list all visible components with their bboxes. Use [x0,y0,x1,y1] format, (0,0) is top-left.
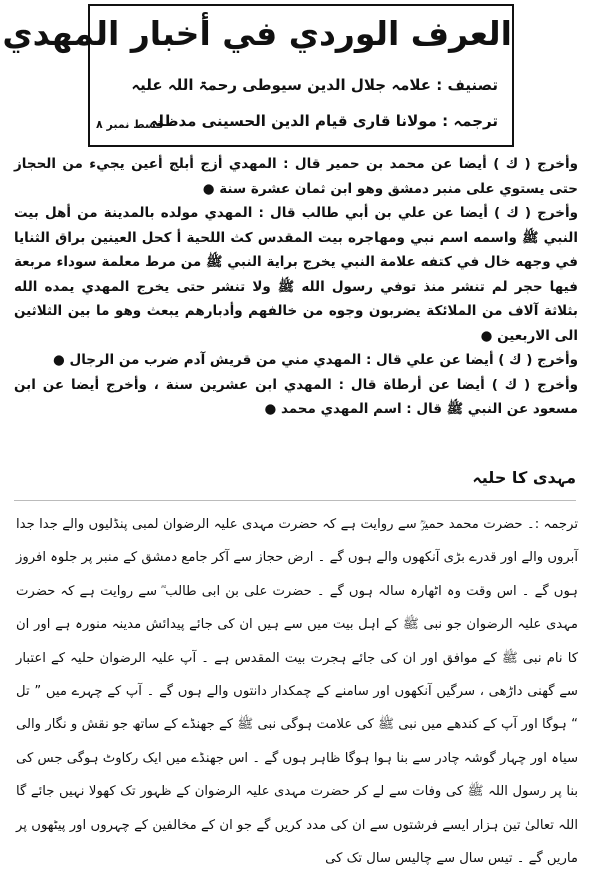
urdu-translation-block [16,508,578,875]
book-title: العرف الوردي في أخبار المهدي [2,14,512,53]
translator-line: ترجمہ : مولانا قاری قیام الدین الحسینی مدظلہ [149,112,498,130]
arabic-paragraph: وأخرج ( ك ) أيضا عن علي بن أبي طالب قال : المهدي مولده بالمدينة من أهل بيت النبي ﷺ واسمه اسم نبي ومهاجره بيت المقدس كث اللحية أ كحل العينين براق الثنايا في وجهه خال في كتفه علامة النبي يخرج براية النبي ﷺ من مرط معلمة سوداء مربعة فيها حجر لم تنشر منذ توفي رسول الله ﷺ ولا تنشر حتى يخرج المهدي يمده الله بثلاثة آلاف من الملائكة يضربون وجوه من خالفهم وأدبارهم يبعث وهو ما بين الثلاثين الى الاربعين ● [14,205,578,344]
title-box [2,4,514,147]
divider [14,500,576,501]
arabic-text-block [14,152,578,422]
installment-tag: قسط نمبر ۸ [96,118,164,131]
section-heading: مہدی کا حلیہ [472,468,576,487]
arabic-paragraph: وأخرج ( ك ) أيضا عن علي قال : المهدي مني من قريش آدم ضرب من الرجال ● [53,352,578,368]
urdu-paragraph: ترجمہ :۔ حضرت محمد حمیرؒ سے روایت ہے کہ حضرت مہدی علیہ الرضوان لمبی پنڈلیوں والے جدا جدا آبروں والے اور قدرے بڑی آنکھوں والے ہوں گے ۔ ارض حجاز سے آکر جامع دمشق کے منبر پر جلوہ افروز ہوں گے ۔ اس وقت وہ اٹھارہ سالہ ہوں گے ۔ حضرت علی بن ابی طالب ؓ سے روایت ہے کہ حضرت مہدی علیہ الرضوان جو نبی ﷺ کے اہل بیت میں سے ہیں ان کی جائے پیدائش مدینہ منورہ ہے اور ان کا نام نبی ﷺ کے موافق اور ان کی جائے ہجرت بیت المقدس ہے ۔ آپ علیہ الرضوان حلیہ کے اعتبار سے گھنی داڑھی ، سرگیں آنکھوں اور سامنے کے چمکدار دانتوں والے ہوں گے ۔ آپ کے چہرے میں ” تل “ ہوگا اور آپ کے کندھے میں نبی ﷺ کی علامت ہوگی نبی ﷺ کے جھنڈے کے ساتھ جو نقش و نگار والی سیاہ اور چہار گوشہ چادر سے بنا ہوا ہوگا ظاہر ہوں گے ۔ اس جھنڈے میں ایک رکاوٹ ہوگی جس کی بنا پر رسول اللہ ﷺ کی وفات سے لے کر حضرت مہدی علیہ الرضوان کے ظہور تک کھولا نہیں جائے گا اللہ تعالیٰ تین ہزار ایسے فرشتوں سے ان کی مدد کریں گے جو ان کے مخالفین کے چہروں اور پیٹھوں پر ماریں گے ۔ تیس سال سے چالیس سال تک کی [16,517,578,867]
arabic-paragraph: وأخرج ( ك ) أيضا عن محمد بن حمير قال : المهدي أزج أبلج أعين يجيء من الحجاز حتى يستوي على منبر دمشق وهو ابن ثمان عشرة سنة ● [14,156,578,197]
author-line: تصنیف : علامہ جلال الدین سیوطی رحمۃ اللہ علیہ [131,76,498,94]
arabic-paragraph: وأخرج ( ك ) أيضا عن أرطاة قال : المهدي ابن عشرين سنة ، وأخرج أيضا عن ابن مسعود عن النبي ﷺ قال : اسم المهدي محمد ● [14,376,578,417]
